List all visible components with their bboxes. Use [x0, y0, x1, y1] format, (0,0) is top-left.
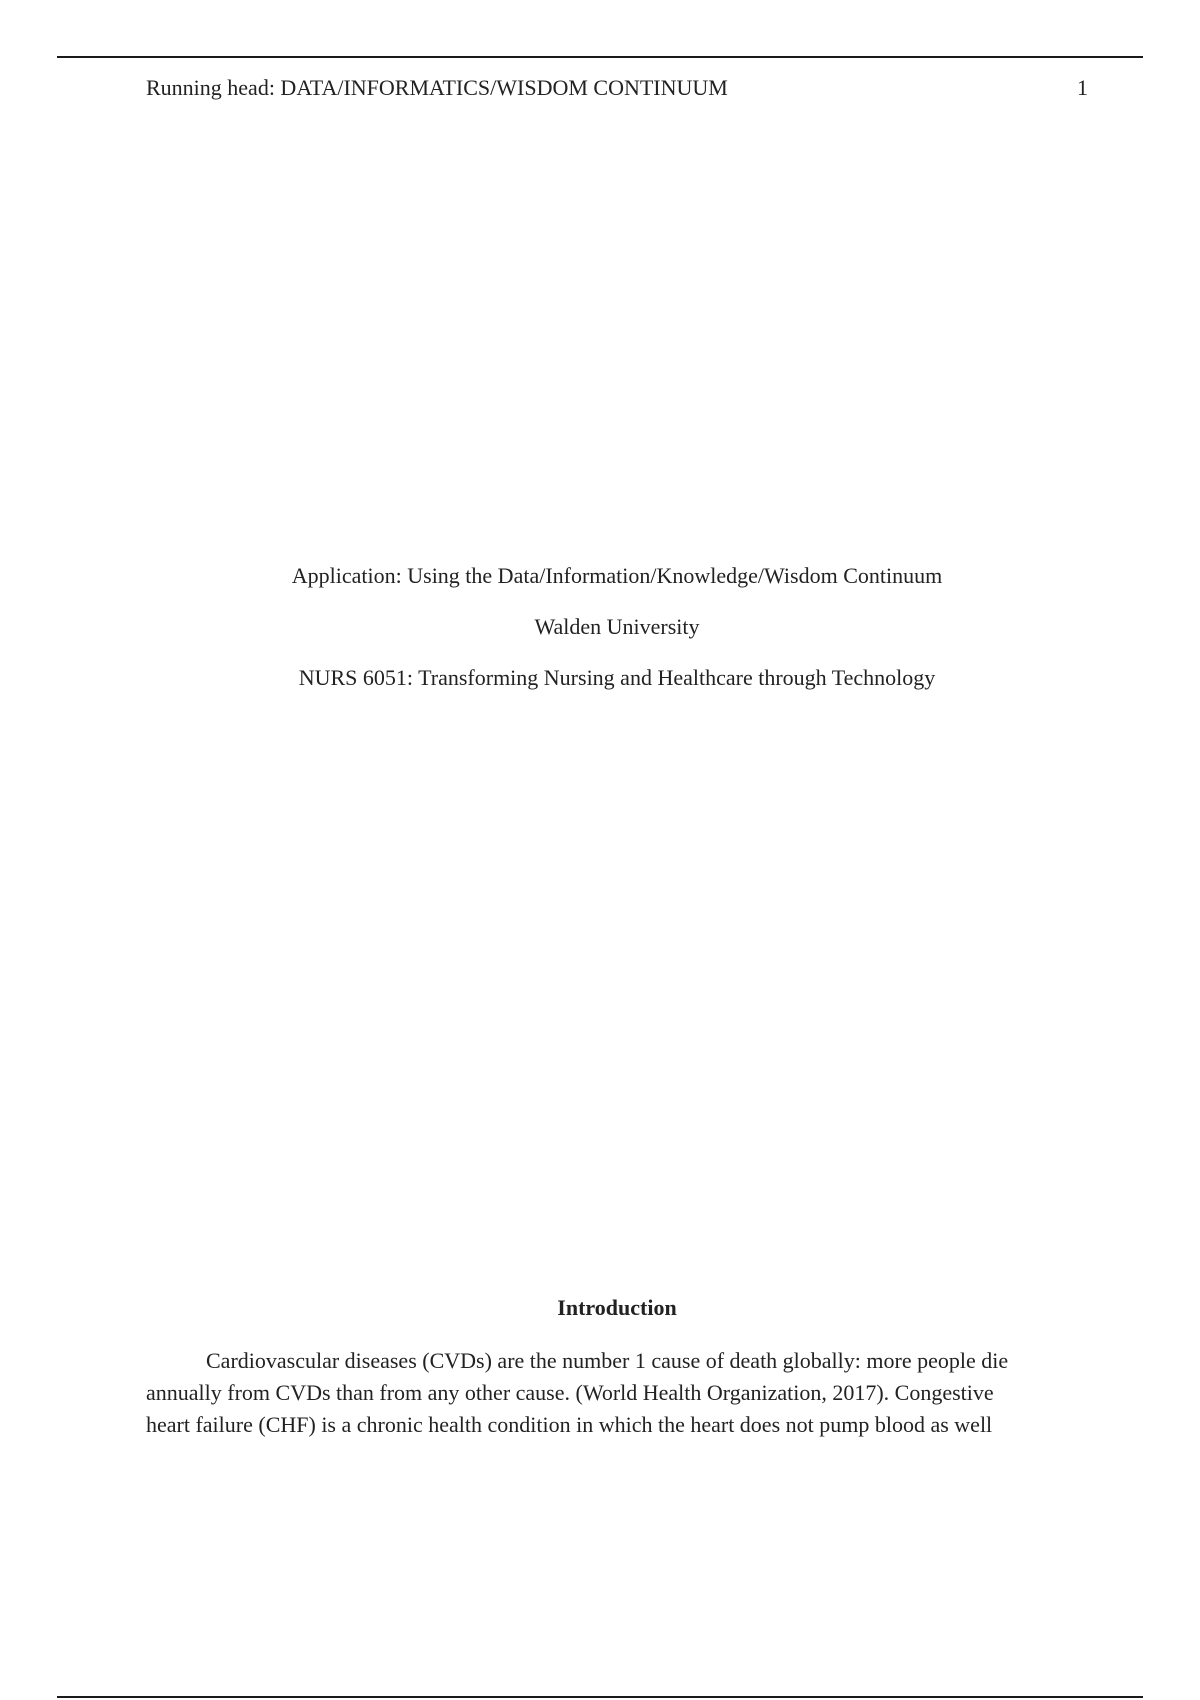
bottom-page-border	[57, 1696, 1143, 1698]
running-head	[146, 74, 1088, 102]
running-head-text: Running head: DATA/INFORMATICS/WISDOM CONTINUUM	[146, 75, 728, 100]
course-name: NURS 6051: Transforming Nursing and Healthcare through Technology	[298, 665, 936, 690]
paragraph-line: heart failure (CHF) is a chronic health condition in which the heart does not pump blood as well	[146, 1412, 993, 1437]
introduction-paragraph	[146, 1345, 1088, 1441]
paper-title: Application: Using the Data/Information/Knowledge/Wisdom Continuum	[291, 563, 943, 588]
top-page-border	[57, 56, 1143, 58]
paragraph-line: annually from CVDs than from any other cause. (World Health Organization, 2017). Congestive	[146, 1380, 994, 1405]
paragraph-line: Cardiovascular diseases (CVDs) are the number 1 cause of death globally: more people die	[206, 1348, 1009, 1373]
page-number: 1	[1077, 75, 1088, 100]
title-block	[146, 562, 1088, 715]
institution: Walden University	[534, 614, 700, 639]
introduction-heading: Introduction	[557, 1295, 677, 1320]
